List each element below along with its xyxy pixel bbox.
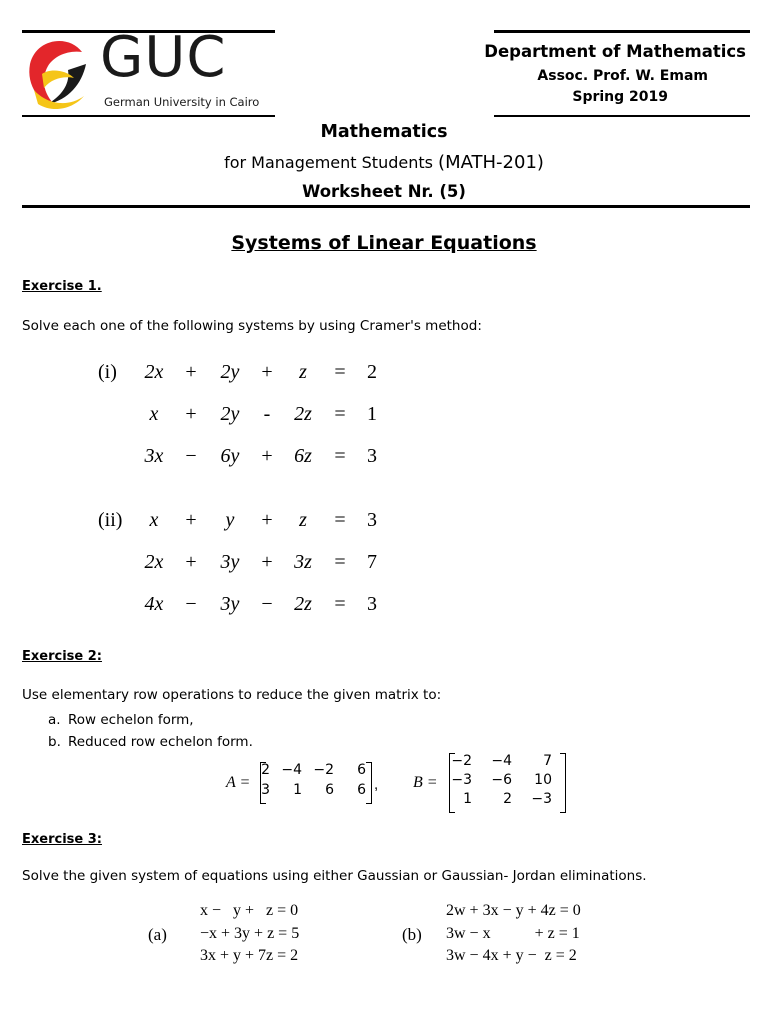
system-ii-term-r3-c6: = [334, 593, 346, 615]
system-i-term-r2-c2: + [185, 403, 197, 425]
system-ii-term-r3-c4: − [261, 593, 273, 615]
main-title: Systems of Linear Equations [231, 232, 537, 254]
system-i-term-r3-c6: = [334, 445, 346, 467]
system-i-term-r1-c2: + [185, 361, 197, 383]
system-ii-term-r1-c2: + [185, 509, 197, 531]
exercise-2-instruction: Use elementary row operations to reduce the given matrix to: [22, 687, 442, 703]
system-ii-label: (ii) [98, 509, 123, 531]
system-ii-term-r1-c4: + [261, 509, 273, 531]
matrix-b-cell-r1-c1: −2 [451, 753, 472, 769]
matrix-b-cell-r2-c2: −6 [491, 772, 512, 788]
system-ii-term-r1-c5: z [299, 509, 307, 531]
guc-logo-mark [24, 34, 99, 114]
system-ii-term-r1-c7: 3 [367, 509, 377, 531]
guc-logo-subtitle: German University in Cairo [104, 95, 260, 109]
system-i-term-r2-c6: = [334, 403, 346, 425]
system-ii-term-r3-c7: 3 [367, 593, 377, 615]
matrix-b-cell-r2-c1: −3 [451, 772, 472, 788]
matrix-b-cell-r3-c3: −3 [531, 791, 552, 807]
system-i-label: (i) [98, 361, 117, 383]
matrix-b-cell-r3-c1: 1 [463, 791, 472, 807]
system-a-label: (a) [148, 925, 167, 944]
header-top-rule-right [494, 30, 750, 33]
exercise-2-title: Exercise 2: [22, 649, 102, 664]
system-i-term-r3-c4: + [261, 445, 273, 467]
system-i-term-r2-c5: 2z [294, 403, 312, 425]
logo-underline [22, 115, 275, 117]
course-subtitle [0, 152, 768, 173]
exercise-3-title: Exercise 3: [22, 832, 102, 847]
matrix-b-cell-r2-c3: 10 [534, 772, 552, 788]
system-i-term-r3-c1: 3x [144, 445, 164, 467]
matrix-b-cell-r3-c2: 2 [503, 791, 512, 807]
matrix-b-cell-r1-c2: −4 [491, 753, 512, 769]
system-i-term-r1-c4: + [261, 361, 273, 383]
title-rule [22, 205, 750, 208]
system-i-term-r3-c2: − [185, 445, 197, 467]
system-ii-term-r2-c6: = [334, 551, 346, 573]
system-i-term-r1-c7: 2 [367, 361, 377, 383]
worksheet-number: Worksheet Nr. (5) [302, 182, 466, 201]
system-ii-term-r2-c2: + [185, 551, 197, 573]
system-ii-term-r2-c4: + [261, 551, 273, 573]
exercise-3-instruction: Solve the given system of equations using either Gaussian or Gaussian- Jordan eliminations. [22, 868, 647, 884]
matrix-a-suffix: , [374, 776, 379, 793]
matrix-a-cell-r1-c4: 6 [357, 762, 366, 778]
exercise-1-instruction: Solve each one of the following systems by using Cramer's method: [22, 318, 482, 334]
system-ii-term-r3-c1: 4x [144, 593, 164, 615]
system-ii-term-r2-c1: 2x [144, 551, 164, 573]
system-a-eq-2: −x + 3y + z = 5 [200, 925, 300, 942]
matrix-a-cell-r2-c1: 3 [261, 782, 270, 798]
system-i-term-r3-c3: 6y [220, 445, 240, 467]
system-ii-term-r1-c1: x [149, 509, 159, 531]
system-i-term-r1-c3: 2y [220, 361, 240, 383]
list-item-reduced-row-echelon: Reduced row echelon form. [68, 734, 253, 750]
matrix-a-cell-r1-c2: −4 [281, 762, 302, 778]
system-i-term-r2-c1: x [149, 403, 159, 425]
professor-name: Assoc. Prof. W. Emam [537, 68, 708, 84]
system-i-term-r1-c5: z [299, 361, 307, 383]
matrix-a-cell-r2-c4: 6 [357, 782, 366, 798]
system-i-term-r1-c6: = [334, 361, 346, 383]
system-ii-term-r3-c2: − [185, 593, 197, 615]
system-b-eq-1: 2w + 3x − y + 4z = 0 [446, 902, 581, 919]
matrix-b-cell-r1-c3: 7 [543, 753, 552, 769]
system-i-term-r2-c7: 1 [367, 403, 377, 425]
system-i-term-r2-c4: - [263, 403, 271, 425]
system-b-eq-2: 3w − x + z = 1 [446, 925, 580, 942]
list-item-marker-b: b. [48, 734, 61, 750]
system-i-term-r3-c5: 6z [294, 445, 312, 467]
list-item-row-echelon: Row echelon form, [68, 712, 194, 728]
guc-logo-letters: GUC [100, 25, 227, 90]
system-ii-term-r2-c5: 3z [294, 551, 312, 573]
system-b-eq-3: 3w − 4x + y − z = 2 [446, 947, 577, 964]
matrix-a-cell-r2-c2: 1 [293, 782, 302, 798]
system-ii-term-r2-c7: 7 [367, 551, 377, 573]
system-ii-term-r3-c3: 3y [220, 593, 240, 615]
system-i-term-r2-c3: 2y [220, 403, 240, 425]
course-code: (MATH-201) [438, 152, 544, 173]
term: Spring 2019 [572, 89, 668, 105]
system-ii-term-r1-c3: y [225, 509, 235, 531]
header-right-underline [494, 115, 750, 117]
matrix-b-label: B = [413, 774, 438, 791]
course-title: Mathematics [320, 122, 448, 142]
system-ii-term-r2-c3: 3y [220, 551, 240, 573]
list-item-marker-a: a. [48, 712, 61, 728]
matrix-a-cell-r2-c3: 6 [325, 782, 334, 798]
course-subtitle-prefix: for Management Students [224, 153, 439, 172]
system-b-label: (b) [402, 925, 422, 944]
matrix-a-label: A = [226, 774, 251, 791]
system-a-eq-1: x − y + z = 0 [200, 902, 299, 919]
matrix-a-right-bracket [366, 762, 372, 804]
system-a-eq-3: 3x + y + 7z = 2 [200, 947, 299, 964]
system-ii-term-r3-c5: 2z [294, 593, 312, 615]
system-ii-term-r1-c6: = [334, 509, 346, 531]
department-name: Department of Mathematics [484, 42, 746, 61]
system-i-term-r3-c7: 3 [367, 445, 377, 467]
matrix-a-cell-r1-c3: −2 [313, 762, 334, 778]
system-i-term-r1-c1: 2x [144, 361, 164, 383]
exercise-1-title: Exercise 1. [22, 279, 102, 294]
guc-logo [24, 25, 269, 114]
matrix-a-cell-r1-c1: 2 [261, 762, 270, 778]
matrix-b-right-bracket [560, 753, 566, 813]
